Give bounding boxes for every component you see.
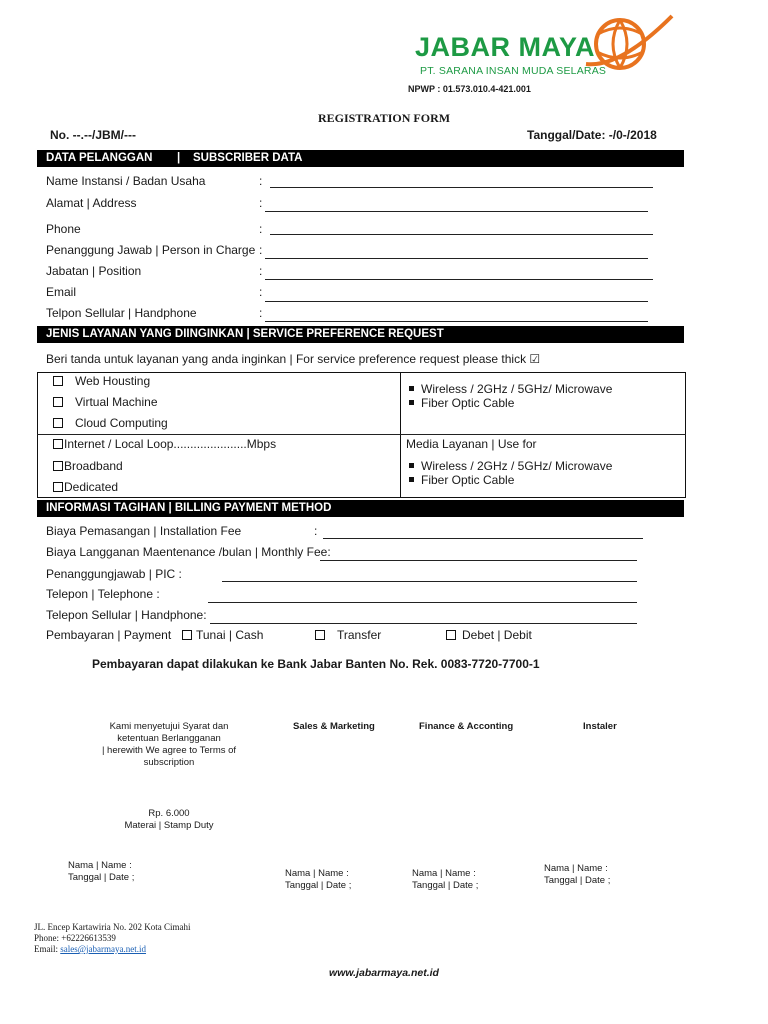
- media-label: Wireless / 2GHz / 5GHz/ Microwave: [421, 382, 613, 396]
- field-colon: :: [259, 243, 263, 257]
- option-virtual-machine[interactable]: [53, 395, 158, 409]
- field-label-name: Name Instansi / Badan Usaha: [46, 174, 206, 188]
- form-date: Tanggal/Date: -/0-/2018: [527, 128, 657, 142]
- service-instruction: Beri tanda untuk layanan yang anda inginkan | For service preference request please thick ☑: [46, 352, 541, 366]
- field-input-position[interactable]: [265, 279, 653, 280]
- agree-line: Kami menyetujui Syarat dan: [109, 721, 229, 732]
- service-bar-text: JENIS LAYANAN YANG DIINGINKAN | SERVICE PREFERENCE REQUEST: [46, 328, 444, 340]
- website-url[interactable]: www.jabarmaya.net.id: [329, 967, 439, 979]
- field-input-handphone[interactable]: [265, 321, 648, 322]
- monthly-fee-label: Biaya Langganan Maentenance /bulan | Monthly Fee:: [46, 545, 331, 559]
- billing-handphone-input[interactable]: [210, 623, 637, 624]
- billing-bar: [37, 500, 684, 517]
- service-divider-v: [400, 372, 401, 498]
- field-label-handphone: Telpon Sellular | Handphone: [46, 306, 197, 320]
- sig-date: Tanggal | Date ;: [544, 875, 611, 886]
- stamp-label: Materai | Stamp Duty: [124, 820, 214, 831]
- option-label: Broadband: [64, 459, 123, 473]
- sig-block-finance: [412, 868, 478, 892]
- sig-title-sales: Sales & Marketing: [293, 721, 375, 732]
- sig-title-instaler: Instaler: [583, 721, 617, 732]
- subscriber-bar: [37, 150, 684, 167]
- billing-telephone-label: Telepon | Telephone :: [46, 587, 160, 601]
- sig-name: Nama | Name :: [68, 860, 132, 871]
- field-colon: :: [259, 196, 263, 210]
- option-cloud-computing[interactable]: [53, 416, 168, 430]
- option-label: Virtual Machine: [75, 395, 158, 409]
- bar-left: DATA PELANGGAN: [46, 152, 153, 164]
- sig-block-customer: [68, 860, 134, 884]
- media-label: Fiber Optic Cable: [421, 396, 515, 410]
- media-fiber-bottom[interactable]: [409, 473, 514, 487]
- bullet-icon: [409, 386, 414, 391]
- form-number: No. --.--/JBM/---: [50, 128, 136, 142]
- logo-name: JABAR MAYA: [415, 32, 596, 62]
- checkbox-icon: [53, 418, 63, 428]
- field-label-pic: Penanggung Jawab | Person in Charge: [46, 243, 256, 257]
- checkbox-icon: [446, 630, 456, 640]
- media-wireless-bottom[interactable]: [409, 459, 612, 473]
- monthly-fee-input[interactable]: [320, 560, 637, 561]
- option-web-housting[interactable]: [53, 374, 150, 388]
- bullet-icon: [409, 477, 414, 482]
- form-title: REGISTRATION FORM: [317, 111, 451, 125]
- sig-block-sales: [285, 868, 351, 892]
- field-colon: :: [259, 222, 263, 236]
- option-label: Internet / Local Loop......................Mbps: [64, 437, 277, 451]
- field-input-phone[interactable]: [270, 234, 653, 235]
- agree-line: | herewith We agree to Terms of: [101, 745, 237, 756]
- npwp: NPWP : 01.573.010.4-421.001: [408, 84, 531, 94]
- bar-right: SUBSCRIBER DATA: [193, 152, 303, 164]
- sig-block-instaler: [544, 863, 610, 887]
- billing-telephone-input[interactable]: [208, 602, 637, 603]
- field-input-address[interactable]: [265, 211, 648, 212]
- field-colon: :: [314, 524, 318, 538]
- media-wireless-top[interactable]: [409, 382, 612, 396]
- footer-email-row: [34, 944, 190, 955]
- media-fiber-top[interactable]: [409, 396, 514, 410]
- agree-line: ketentuan Berlangganan: [117, 733, 221, 744]
- payment-option-label: Tunai | Cash: [196, 628, 264, 642]
- checkbox-icon: [53, 376, 63, 386]
- checkbox-icon: [315, 630, 325, 640]
- checkbox-icon: [53, 397, 63, 407]
- option-broadband[interactable]: [53, 459, 123, 473]
- field-label-phone: Phone: [46, 222, 81, 236]
- payment-option-cash[interactable]: [182, 628, 263, 642]
- billing-bar-text: INFORMASI TAGIHAN | BILLING PAYMENT METHOD: [46, 502, 332, 514]
- agreement-text: [94, 721, 244, 769]
- field-label-address: Alamat | Address: [46, 196, 137, 210]
- checkbox-icon: [53, 482, 63, 492]
- bullet-icon: [409, 400, 414, 405]
- sig-title-finance: Finance & Acconting: [419, 721, 514, 732]
- field-label-email: Email: [46, 285, 77, 299]
- payment-option-debit[interactable]: [446, 628, 532, 642]
- agree-line: subscription: [143, 757, 195, 768]
- footer-phone: Phone: +62226613539: [34, 933, 116, 943]
- payment-option-transfer[interactable]: [315, 628, 381, 642]
- sig-date: Tanggal | Date ;: [412, 880, 479, 891]
- option-label: Cloud Computing: [75, 416, 168, 430]
- field-colon: :: [259, 306, 263, 320]
- field-colon: :: [259, 285, 263, 299]
- sig-date: Tanggal | Date ;: [68, 872, 135, 883]
- sig-name: Nama | Name :: [285, 868, 349, 879]
- field-colon: :: [259, 264, 263, 278]
- checkbox-icon: [182, 630, 192, 640]
- option-label: Dedicated: [64, 480, 119, 494]
- checkbox-icon: [53, 439, 63, 449]
- bank-note: Pembayaran dapat dilakukan ke Bank Jabar Banten No. Rek. 0083-7720-7700-1: [92, 657, 540, 671]
- footer-email-label: Email:: [34, 944, 58, 954]
- installation-fee-label: Biaya Pemasangan | Installation Fee: [46, 524, 242, 538]
- bar-sep: |: [177, 152, 181, 164]
- payment-label: Pembayaran | Payment: [46, 628, 172, 642]
- billing-pic-input[interactable]: [222, 581, 637, 582]
- option-dedicated[interactable]: [53, 480, 118, 494]
- payment-option-label: Transfer: [337, 628, 382, 642]
- field-colon: :: [259, 174, 263, 188]
- footer-email-link[interactable]: sales@jabarmaya.net.id: [60, 944, 147, 954]
- payment-option-label: Debet | Debit: [462, 628, 532, 642]
- media-label: Fiber Optic Cable: [421, 473, 515, 487]
- field-input-email[interactable]: [265, 301, 648, 302]
- media-label: Wireless / 2GHz / 5GHz/ Microwave: [421, 459, 613, 473]
- bullet-icon: [409, 463, 414, 468]
- media-label-use-for: Media Layanan | Use for: [406, 437, 537, 451]
- service-bar: [37, 326, 684, 343]
- field-input-name[interactable]: [270, 187, 653, 188]
- footer-address: JL. Encep Kartawiria No. 202 Kota Cimahi: [34, 922, 191, 932]
- billing-handphone-label: Telepon Sellular | Handphone:: [46, 608, 207, 622]
- field-input-pic[interactable]: [265, 258, 648, 259]
- service-divider-h: [37, 434, 686, 435]
- sig-name: Nama | Name :: [544, 863, 608, 874]
- company-name: PT. SARANA INSAN MUDA SELARAS: [420, 65, 607, 77]
- installation-fee-input[interactable]: [323, 538, 643, 539]
- stamp-amount: Rp. 6.000: [148, 808, 190, 819]
- field-label-position: Jabatan | Position: [46, 264, 142, 278]
- stamp-duty: [94, 808, 244, 832]
- checkbox-icon: [53, 461, 63, 471]
- option-label: Web Housting: [75, 374, 151, 388]
- sig-date: Tanggal | Date ;: [285, 880, 352, 891]
- billing-pic-label: Penanggungjawab | PIC :: [46, 567, 182, 581]
- sig-name: Nama | Name :: [412, 868, 476, 879]
- footer-contact: [34, 922, 190, 955]
- option-internet[interactable]: [53, 437, 276, 451]
